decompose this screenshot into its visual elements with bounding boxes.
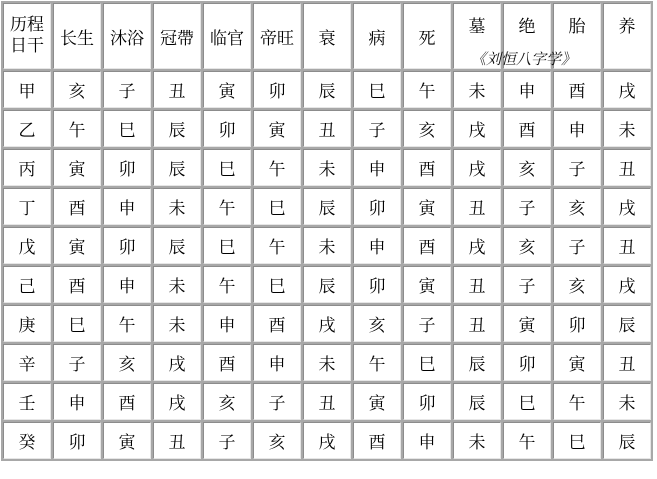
stem-cell: 戊 [3,227,51,264]
branch-cell: 巳 [403,344,451,381]
table-row [3,71,651,108]
branch-cell: 未 [303,149,351,186]
branch-cell: 巳 [103,110,151,147]
branch-cell: 申 [353,149,401,186]
branch-cell: 戌 [603,266,651,303]
header-cell: 长生 [53,3,101,69]
header-cell [603,3,651,69]
branch-cell: 申 [353,227,401,264]
branch-cell: 亥 [253,422,301,459]
stem-cell: 己 [3,266,51,303]
branch-cell: 辰 [603,305,651,342]
branch-cell: 丑 [303,383,351,420]
branch-cell: 亥 [503,149,551,186]
header-cell [453,3,501,69]
branch-cell: 子 [553,149,601,186]
branch-cell: 戌 [453,149,501,186]
branch-cell: 午 [53,110,101,147]
branch-cell: 戌 [153,383,201,420]
branch-cell: 巳 [203,149,251,186]
branch-cell: 子 [203,422,251,459]
branch-cell: 戌 [303,305,351,342]
table-row [3,227,651,264]
stem-cell: 丁 [3,188,51,225]
header-cell: 沐浴 [103,3,151,69]
branch-cell: 酉 [253,305,301,342]
branch-cell: 子 [103,71,151,108]
branch-cell: 午 [253,149,301,186]
branch-cell: 戌 [303,422,351,459]
branch-cell: 亥 [403,110,451,147]
branch-cell: 卯 [353,266,401,303]
twelve-stages-table [1,1,653,461]
branch-cell: 亥 [553,266,601,303]
table-row [3,188,651,225]
table-row [3,305,651,342]
branch-cell: 酉 [403,149,451,186]
stem-cell: 庚 [3,305,51,342]
branch-cell: 酉 [53,188,101,225]
branch-cell: 申 [53,383,101,420]
branch-cell: 丑 [453,266,501,303]
stem-cell: 壬 [3,383,51,420]
branch-cell: 酉 [503,110,551,147]
branch-cell: 申 [103,266,151,303]
branch-cell: 丑 [603,344,651,381]
branch-cell: 未 [153,188,201,225]
branch-cell: 巳 [53,305,101,342]
table-row [3,344,651,381]
header-label: 绝 [518,16,536,37]
header-cell [503,3,551,69]
branch-cell: 辰 [303,188,351,225]
branch-cell: 酉 [403,227,451,264]
branch-cell: 申 [503,71,551,108]
branch-cell: 亥 [553,188,601,225]
header-row [3,3,651,69]
header-cell [553,3,601,69]
branch-cell: 辰 [153,149,201,186]
branch-cell: 未 [453,71,501,108]
table-row [3,149,651,186]
branch-cell: 亥 [203,383,251,420]
branch-cell: 丑 [303,110,351,147]
branch-cell: 酉 [103,383,151,420]
branch-cell: 酉 [53,266,101,303]
branch-cell: 辰 [303,266,351,303]
corner-header-line1: 历程 [10,15,44,35]
branch-cell: 卯 [53,422,101,459]
branch-cell: 申 [203,305,251,342]
branch-cell: 卯 [403,383,451,420]
watermark-text: 《刘恒八字学》 [471,50,577,68]
branch-cell: 亥 [353,305,401,342]
branch-cell: 寅 [53,149,101,186]
branch-cell: 寅 [353,383,401,420]
stem-cell: 辛 [3,344,51,381]
branch-cell: 戌 [603,71,651,108]
branch-cell: 亥 [53,71,101,108]
branch-cell: 未 [153,305,201,342]
branch-cell: 卯 [503,344,551,381]
branch-cell: 辰 [303,71,351,108]
branch-cell: 辰 [453,344,501,381]
branch-cell: 未 [603,383,651,420]
branch-cell: 子 [353,110,401,147]
branch-cell: 午 [203,266,251,303]
branch-cell: 寅 [553,344,601,381]
stem-cell: 丙 [3,149,51,186]
branch-cell: 酉 [353,422,401,459]
branch-cell: 辰 [153,227,201,264]
branch-cell: 寅 [503,305,551,342]
branch-cell: 丑 [603,149,651,186]
branch-cell: 卯 [103,227,151,264]
corner-header-cell [3,3,51,69]
branch-cell: 辰 [603,422,651,459]
stem-cell: 乙 [3,110,51,147]
branch-cell: 巳 [553,422,601,459]
branch-cell: 未 [453,422,501,459]
branch-cell: 寅 [203,71,251,108]
branch-cell: 午 [253,227,301,264]
table-row [3,266,651,303]
branch-cell: 寅 [253,110,301,147]
branch-cell: 子 [503,188,551,225]
branch-cell: 午 [503,422,551,459]
header-cell: 临官 [203,3,251,69]
branch-cell: 子 [503,266,551,303]
branch-cell: 寅 [403,266,451,303]
branch-cell: 巳 [253,266,301,303]
branch-cell: 午 [353,344,401,381]
branch-cell: 申 [253,344,301,381]
branch-cell: 未 [603,110,651,147]
branch-cell: 寅 [403,188,451,225]
branch-cell: 寅 [103,422,151,459]
branch-cell: 子 [253,383,301,420]
branch-cell: 戌 [603,188,651,225]
branch-cell: 申 [403,422,451,459]
table-row [3,110,651,147]
branch-cell: 丑 [603,227,651,264]
stem-cell: 甲 [3,71,51,108]
branch-cell: 午 [103,305,151,342]
branch-cell: 巳 [203,227,251,264]
branch-cell: 午 [553,383,601,420]
branch-cell: 未 [303,227,351,264]
corner-header-line2: 日干 [10,36,44,56]
branch-cell: 巳 [353,71,401,108]
branch-cell: 戌 [153,344,201,381]
branch-cell: 巳 [253,188,301,225]
branch-cell: 申 [103,188,151,225]
header-cell: 病 [353,3,401,69]
header-cell: 冠帶 [153,3,201,69]
branch-cell: 丑 [153,71,201,108]
branch-cell: 亥 [503,227,551,264]
branch-cell: 戌 [453,110,501,147]
branch-cell: 子 [553,227,601,264]
branch-cell: 丑 [453,305,501,342]
branch-cell: 丑 [453,188,501,225]
stem-cell: 癸 [3,422,51,459]
header-cell: 死 [403,3,451,69]
table-row [3,383,651,420]
header-cell: 帝旺 [253,3,301,69]
branch-cell: 申 [553,110,601,147]
branch-cell: 寅 [53,227,101,264]
table-row [3,422,651,459]
branch-cell: 卯 [203,110,251,147]
table-container [1,1,653,461]
branch-cell: 酉 [553,71,601,108]
branch-cell: 卯 [253,71,301,108]
header-label: 养 [618,16,636,37]
branch-cell: 戌 [453,227,501,264]
branch-cell: 午 [203,188,251,225]
branch-cell: 子 [403,305,451,342]
header-label: 墓 [468,16,486,37]
branch-cell: 酉 [203,344,251,381]
header-label: 胎 [568,16,586,37]
branch-cell: 卯 [103,149,151,186]
branch-cell: 未 [153,266,201,303]
branch-cell: 辰 [153,110,201,147]
branch-cell: 辰 [453,383,501,420]
branch-cell: 未 [303,344,351,381]
branch-cell: 亥 [103,344,151,381]
branch-cell: 巳 [503,383,551,420]
branch-cell: 子 [53,344,101,381]
header-cell: 衰 [303,3,351,69]
branch-cell: 丑 [153,422,201,459]
branch-cell: 卯 [353,188,401,225]
branch-cell: 午 [403,71,451,108]
branch-cell: 卯 [553,305,601,342]
